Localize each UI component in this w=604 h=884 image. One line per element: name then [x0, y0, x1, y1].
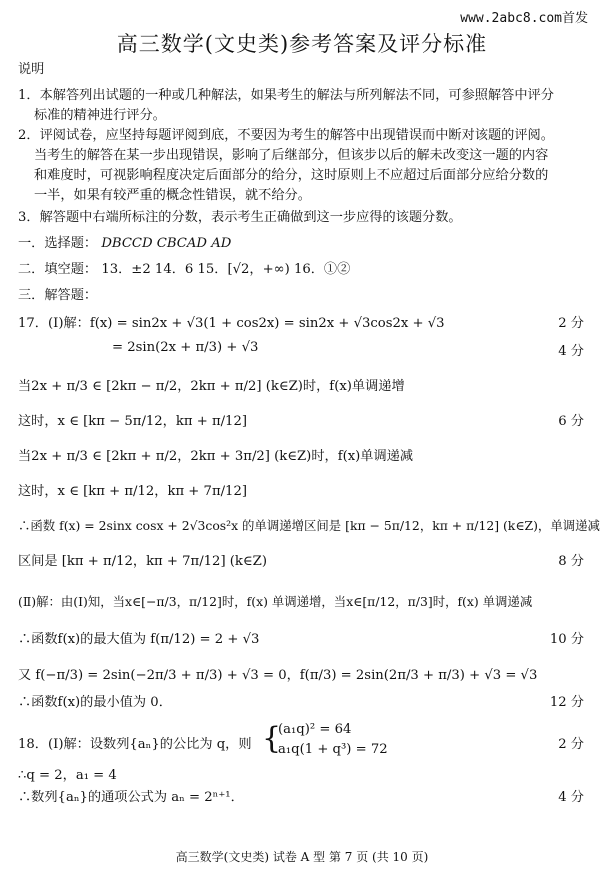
note-line: 当考生的解答在某一步出现错误，影响了后继部分，但该步以后的解未改变这一题的内容	[34, 148, 549, 163]
section-choice-label: 一．选择题：	[18, 236, 98, 251]
solution-line: 区间是 [kπ + π/12，kπ + 7π/12] (k∈Z)	[18, 554, 267, 569]
choice-answers: DBCCD CBCAD AD	[101, 236, 232, 251]
brace: {	[262, 721, 282, 756]
score: 4 分	[558, 344, 584, 359]
solution-line: 这时，x ∈ [kπ − 5π/12，kπ + π/12]	[18, 414, 247, 429]
score: 10 分	[549, 632, 584, 647]
section-fill	[18, 258, 350, 277]
solution-line: 当2x + π/3 ∈ [2kπ + π/2，2kπ + 3π/2] (k∈Z)时，f(x)单调递减	[18, 449, 414, 464]
page-title: 高三数学(文史类)参考答案及评分标准	[116, 32, 488, 56]
solution-line: = 2sin(2x + π/3) + √3	[112, 340, 259, 355]
solution-line: 17．(Ⅰ)解：f(x) = sin2x + √3(1 + cos2x) = sin2x + √3cos2x + √3	[18, 316, 445, 331]
score: 6 分	[558, 414, 584, 429]
note-line: 标准的精神进行评分。	[34, 108, 166, 123]
fill-answers: 13．±2 14．6 15．[√2，+∞) 16．①②	[101, 262, 351, 277]
score: 4 分	[558, 790, 584, 805]
note-line: 和难度时，可视影响程度决定后面部分的给分，这时原则上不应超过后面部分应给分数的	[34, 168, 549, 183]
score: 2 分	[558, 316, 584, 331]
solution-line: ∴数列{aₙ}的通项公式为 aₙ = 2ⁿ⁺¹．	[18, 790, 244, 805]
note-line: 一半，如果有较严重的概念性错误，就不给分。	[34, 188, 311, 203]
score: 2 分	[558, 737, 584, 752]
solution-line: (Ⅱ)解：由(Ⅰ)知，当x∈[−π/3，π/12]时，f(x) 单调递增，当x∈[π/12，π/3]时，f(x) 单调递减	[18, 594, 533, 609]
notes-heading: 说明	[18, 62, 45, 77]
solution-line: 18．(Ⅰ)解：设数列{aₙ}的公比为 q，则	[18, 737, 252, 752]
section-choice	[18, 232, 231, 251]
note-line: 3．解答题中右端所标注的分数，表示考生正确做到这一步应得的该题分数。	[18, 210, 462, 225]
watermark: www.2abc8.com首发	[460, 11, 588, 26]
section-fill-label: 二．填空题：	[18, 262, 98, 277]
equation-line: a₁q(1 + q³) = 72	[278, 742, 388, 757]
note-line: 1．本解答列出试题的一种或几种解法，如果考生的解法与所列解法不同，可参照解答中评分	[18, 88, 554, 103]
note-line: 2．评阅试卷，应坚持每题评阅到底，不要因为考生的解答中出现错误而中断对该题的评阅。	[18, 128, 554, 143]
solution-line: 又 f(−π/3) = 2sin(−2π/3 + π/3) + √3 = 0，f(π/3) = 2sin(2π/3 + π/3) + √3 = √3	[18, 668, 538, 683]
solution-line: ∴函数 f(x) = 2sinx cosx + 2√3cos²x 的单调递增区间是 [kπ − 5π/12，kπ + π/12] (k∈Z)，单调递减	[18, 518, 600, 533]
solution-line: 这时，x ∈ [kπ + π/12，kπ + 7π/12]	[18, 484, 247, 499]
page-footer: 高三数学(文史类) 试卷 A 型 第 7 页 (共 10 页)	[175, 850, 429, 864]
solution-line: ∴函数f(x)的最大值为 f(π/12) = 2 + √3	[18, 632, 260, 647]
score: 12 分	[549, 695, 584, 710]
solution-line: ∴q = 2，a₁ = 4	[18, 768, 117, 783]
solution-line: 当2x + π/3 ∈ [2kπ − π/2，2kπ + π/2] (k∈Z)时，f(x)单调递增	[18, 379, 405, 394]
solution-line: ∴函数f(x)的最小值为 0．	[18, 695, 172, 710]
equation-line: (a₁q)² = 64	[278, 722, 352, 737]
score: 8 分	[558, 554, 584, 569]
section-solution: 三．解答题：	[18, 288, 98, 303]
